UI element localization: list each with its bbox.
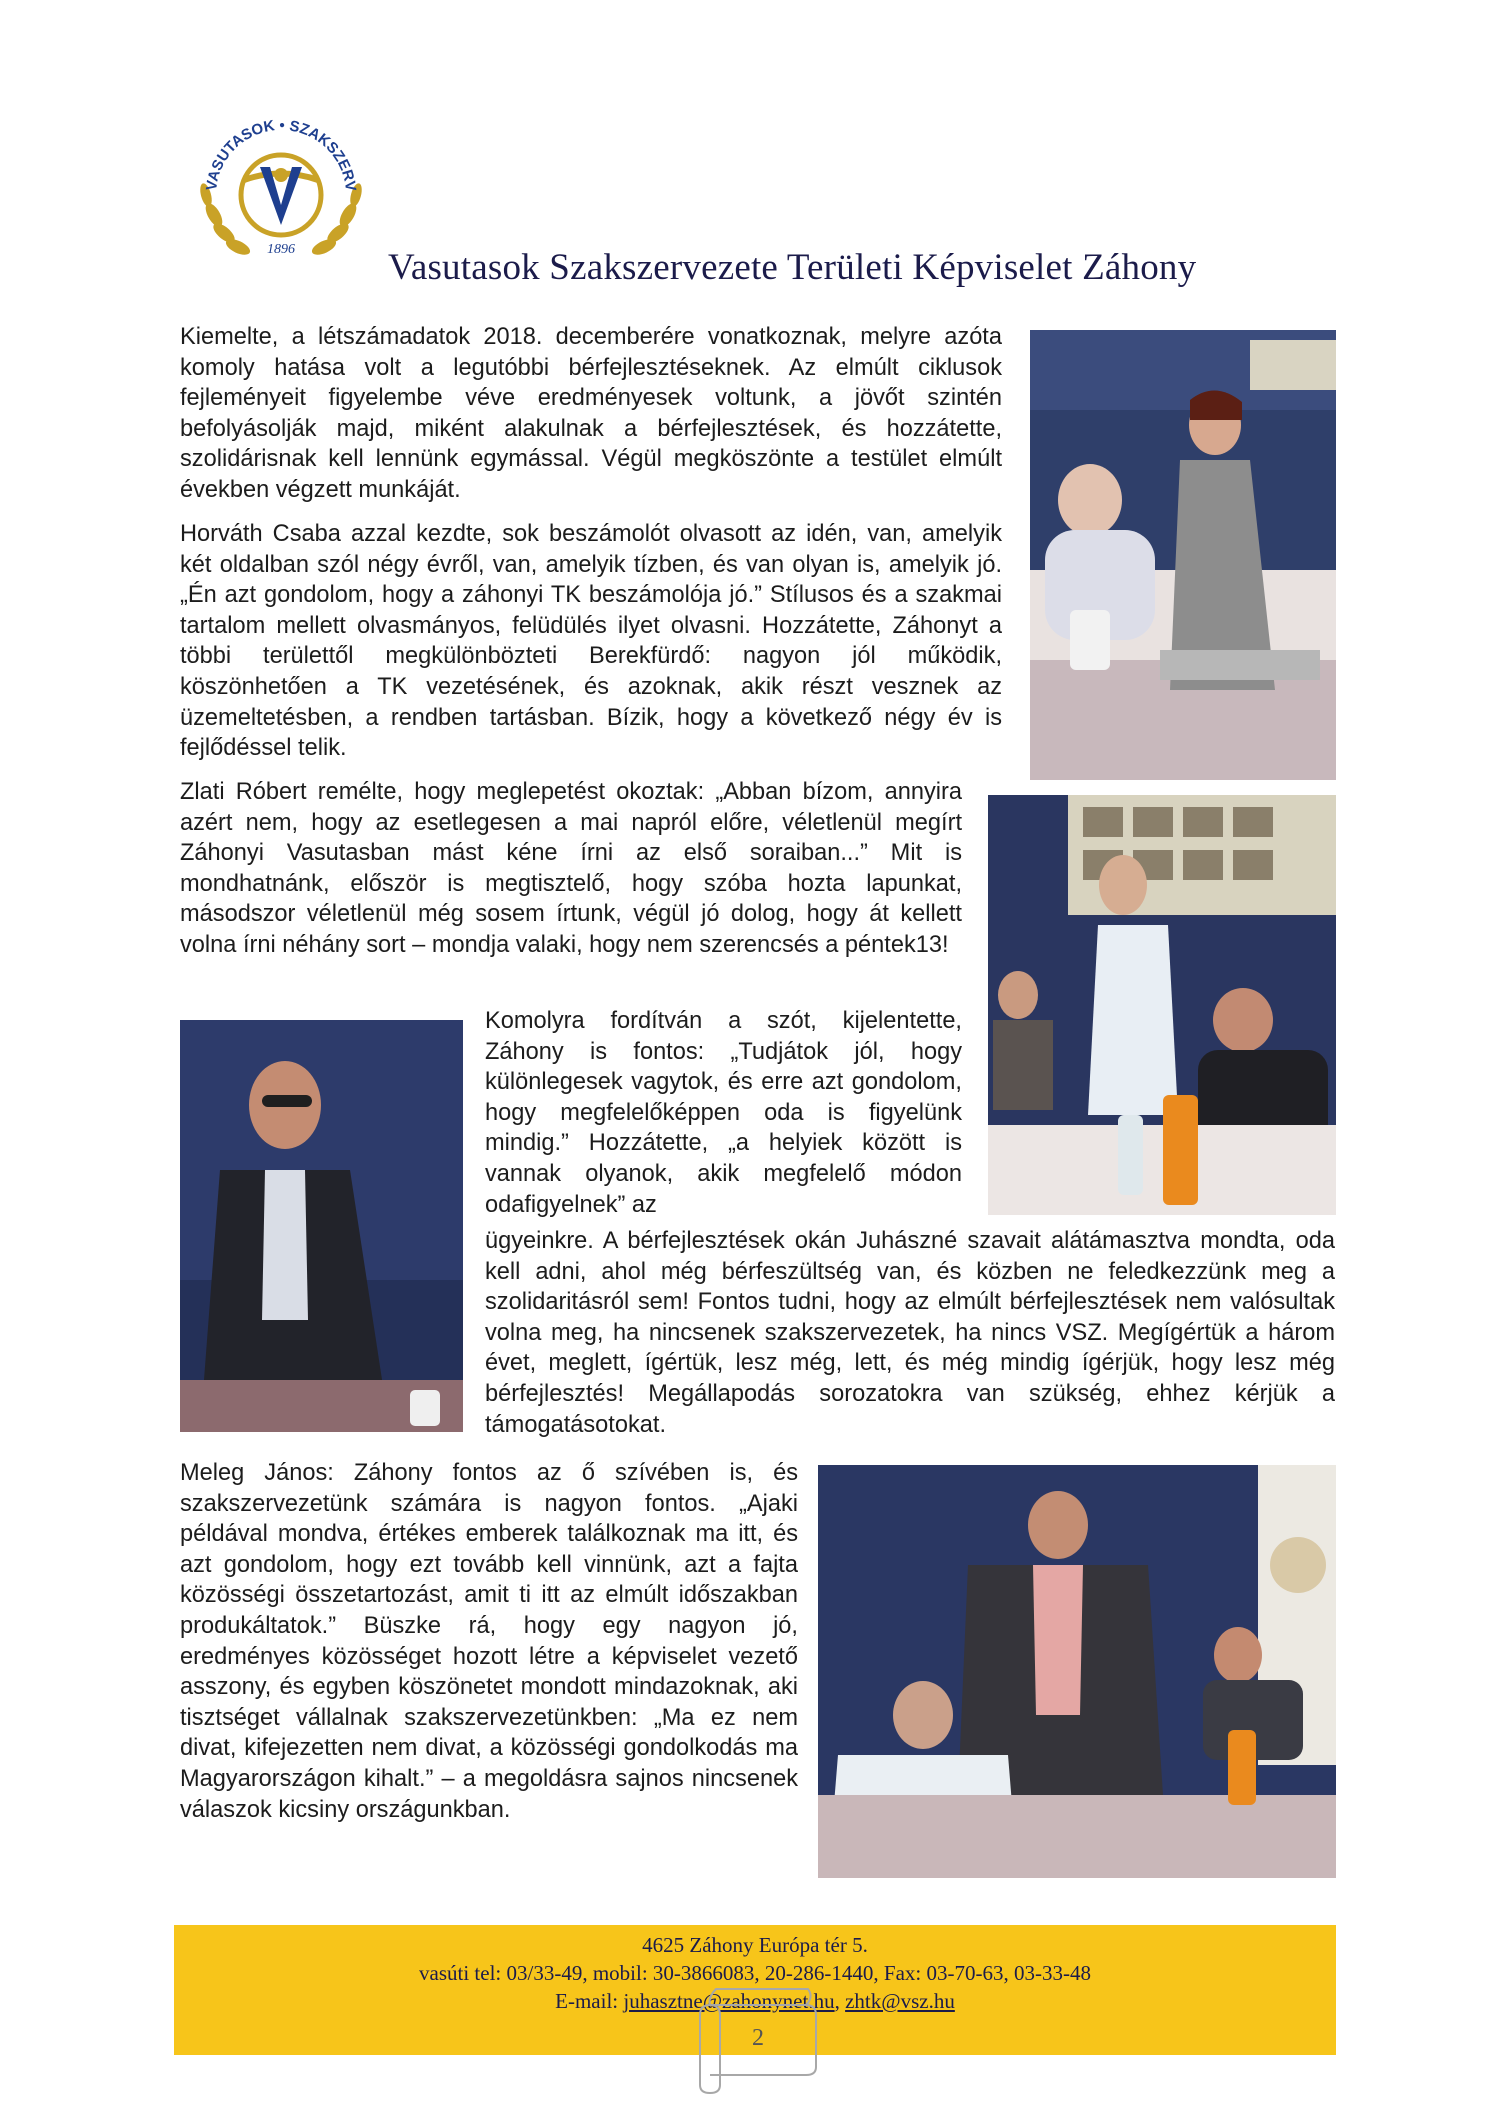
svg-text:VASUTASOK • SZAKSZERVEZETE: VASUTASOK • SZAKSZERV [203,116,359,193]
paragraph-6: Meleg János: Záhony fontos az ő szívében is, és szakszervezetünk számára is nagyon fontos. „Ajaki példával mondva, értékes emberek találkoznak ma itt, és azt gondolom, hogy ezt tovább kell vinnünk, azt a fajta közösségi összetartozást, amit ti itt az elmúlt időszakban produkáltatok.” Büszke rá, hogy egy nagyon jó, eredményes közösséget hozott létre a képviselet vezető asszony, és egyben köszönetet mondott mindazoknak, aki tisztséget vállalnak szakszervezetünkben: „Ma ez nem divat, kifejezetten nem divat, a közösségi gondolkodás ma Magyarországon kihalt.” – a megoldásra sajnos nincsenek válaszok kicsiny országunkban. [180,1460,798,1823]
email-label: E-mail: [555,1989,619,2013]
paragraph-5: ügyeinkre. A bérfejlesztések okán Juhászné szavait alátámasztva mondta, oda kell adni, ahol még bérfeszültség van, és közben ne feledkezzünk meg a szolidaritásról sem! Fontos tudni, hogy az elmúlt bérfejlesztések nem valósultak volna meg, ha nincsenek szakszervezetek, ha nincs VSZ. Megígértük a három évet, meglett, ígértük, lesz még, lett, és még mindig ígérjük, hogy lesz még bérfejlesztés! Megállapodás sorozatokra van szükség, ehhez kérjük a támogatásotokat. [485,1228,1335,1438]
photo-meeting-speaker-woman [1030,330,1336,780]
paragraph-4: Komolyra fordítván a szót, kijelentette, Záhony is fontos: „Tudjátok jól, hogy különlegesek vagytok, és erre azt gondolom, hogy megfelelőképpen oda is figyelünk mindig.” Hozzátette, „a helyiek között is vannak olyanok, akik megfelelő módon odafigyelnek” az [485,1008,962,1218]
email-separator: , [834,1989,840,2013]
footer-address: 4625 Záhony Európa tér 5. [642,1933,868,1957]
union-logo [186,95,376,270]
paragraph-3: Zlati Róbert remélte, hogy meglepetést okoztak: „Abban bízom, annyira azért nem, hogy az esetlegesen a mai napról előre, véletlenül megírt Záhonyi Vasutasban mást kéne írni az első soraiban...” Mit is mondhatnánk, először is megtisztelő, hogy szóba hozta lapunkat, másodszor véletlenül még sosem írtunk, végül jó dolog, hogy át kellett volna írni néhány sort – mondja valaki, hogy nem szerencsés a péntek13! [180,779,962,958]
paragraph-2: Horváth Csaba azzal kezdte, sok beszámolót olvasott az idén, van, amelyik két oldalban szól négy évről, van, amelyik tízben, és van olyan is, amelyik jó. „Én azt gondolom, hogy a záhonyi TK beszámolója jó.” Stílusos és a szakmai tartalom mellett olvasmányos, felüdülés ilyet olvasni. Hozzátette, Záhonyt a többi területtől megkülönbözteti Berekfürdő: nagyon jól működik, köszönhetően a TK vezetésének, és azoknak, akik részt vesznek az üzemeltetésben, a rendben tartásban. Bízik, hogy a következő négy év is fejlődéssel telik. [180,521,1002,762]
footer-phones: vasúti tel: 03/33-49, mobil: 30-3866083, 20-286-1440, Fax: 03-70-63, 03-33-48 [419,1961,1091,1985]
page-number-scroll [688,1975,828,2095]
svg-text:1896: 1896 [267,242,295,257]
paragraph-1: Kiemelte, a létszámadatok 2018. decemberére vonatkoznak, melyre azóta komoly hatása volt a legutóbbi bérfejlesztéseknek. Az elmúlt ciklusok fejleményeit figyelembe véve eredményesek voltunk, a jövőt szintén befolyásolják majd, miként alakulnak a bérfejlesztések, és hozzátette, szolidárisnak kell lennünk egymással. Végül megköszönte a testület elmúlt években végzett munkáját. [180,324,1002,503]
page-number: 2 [752,2025,764,2051]
photo-man-standing-portrait [180,1020,463,1432]
page-title: Vasutasok Szakszervezete Területi Képviselet Záhony [388,247,1197,288]
email-link-juhasztne[interactable]: juhasztne@zahonynet.hu [623,1989,835,2013]
photo-meeting-group [818,1465,1336,1878]
photo-meeting-speaker-man [988,795,1336,1215]
email-link-zhtk[interactable]: zhtk@vsz.hu [845,1989,955,2013]
